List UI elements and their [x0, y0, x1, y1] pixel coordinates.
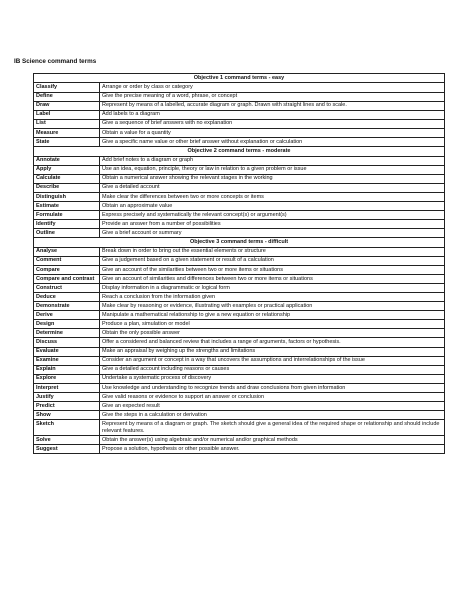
term-definition: Use knowledge and understanding to recognize trends and draw conclusions from given information	[100, 383, 445, 392]
term-definition: Give the precise meaning of a word, phrase, or concept	[100, 92, 445, 101]
table-row	[34, 265, 445, 274]
term-definition: Produce a plan, simulation or model	[100, 320, 445, 329]
term-definition: Obtain a numerical answer showing the relevant stages in the working	[100, 174, 445, 183]
command-term: Explore	[34, 374, 100, 383]
command-term: Outline	[34, 229, 100, 238]
table-row	[34, 183, 445, 192]
term-definition: Break down in order to bring out the essential elements or structure	[100, 247, 445, 256]
table-row	[34, 128, 445, 137]
table-row	[34, 420, 445, 436]
table-row	[34, 156, 445, 165]
table-row	[34, 435, 445, 444]
term-definition: Provide an answer from a number of possibilities	[100, 220, 445, 229]
command-term: Classify	[34, 83, 100, 92]
command-term: Draw	[34, 101, 100, 110]
command-term: Construct	[34, 284, 100, 293]
command-term: Define	[34, 92, 100, 101]
command-term: Justify	[34, 392, 100, 401]
table-row	[34, 201, 445, 210]
command-term: Apply	[34, 165, 100, 174]
table-row	[34, 347, 445, 356]
command-term: Interpret	[34, 383, 100, 392]
command-term: Explain	[34, 365, 100, 374]
table-row	[34, 83, 445, 92]
term-definition: Display information in a diagrammatic or logical form	[100, 284, 445, 293]
term-definition: Undertake a systematic process of discovery	[100, 374, 445, 383]
table-row	[34, 383, 445, 392]
table-row	[34, 365, 445, 374]
table-row	[34, 411, 445, 420]
section-heading-row	[34, 238, 445, 247]
section-heading-row	[34, 74, 445, 83]
table-row	[34, 329, 445, 338]
term-definition: Add labels to a diagram	[100, 110, 445, 119]
command-term: State	[34, 137, 100, 146]
command-term: Suggest	[34, 445, 100, 454]
command-term: Formulate	[34, 210, 100, 219]
term-definition: Give a specific name value or other brief answer without explanation or calculation	[100, 137, 445, 146]
command-term: Derive	[34, 311, 100, 320]
command-term: Design	[34, 320, 100, 329]
command-term: Demonstrate	[34, 302, 100, 311]
table-row	[34, 445, 445, 454]
command-term: Analyse	[34, 247, 100, 256]
term-definition: Give an expected result	[100, 402, 445, 411]
table-row	[34, 137, 445, 146]
table-row	[34, 274, 445, 283]
command-term: Sketch	[34, 420, 100, 436]
command-term: Label	[34, 110, 100, 119]
term-definition: Give an account of similarities and differences between two or more items or situations	[100, 274, 445, 283]
command-term: Identify	[34, 220, 100, 229]
term-definition: Obtain a value for a quantity	[100, 128, 445, 137]
term-definition: Give valid reasons or evidence to support an answer or conclusion	[100, 392, 445, 401]
table-row	[34, 374, 445, 383]
table-row	[34, 338, 445, 347]
command-term: Show	[34, 411, 100, 420]
term-definition: Give a detailed account including reasons or causes	[100, 365, 445, 374]
command-terms-table	[33, 73, 445, 454]
term-definition: Reach a conclusion from the information given	[100, 293, 445, 302]
term-definition: Use an idea, equation, principle, theory or law in relation to a given problem or issue	[100, 165, 445, 174]
term-definition: Express precisely and systematically the relevant concept(s) or argument(s)	[100, 210, 445, 219]
term-definition: Give a brief account or summary	[100, 229, 445, 238]
table-row	[34, 220, 445, 229]
command-term: Evaluate	[34, 347, 100, 356]
term-definition: Represent by means of a diagram or graph. The sketch should give a general idea of the required shape or relationship and should include relevant features.	[100, 420, 445, 436]
term-definition: Give the steps in a calculation or derivation	[100, 411, 445, 420]
term-definition: Make clear the differences between two or more concepts or items	[100, 192, 445, 201]
table-row	[34, 302, 445, 311]
table-row	[34, 110, 445, 119]
table-row	[34, 165, 445, 174]
table-row	[34, 92, 445, 101]
term-definition: Represent by means of a labelled, accurate diagram or graph. Drawn with straight lines and to scale.	[100, 101, 445, 110]
term-definition: Arrange or order by class or category	[100, 83, 445, 92]
term-definition: Give a judgement based on a given statement or result of a calculation	[100, 256, 445, 265]
term-definition: Make an appraisal by weighing up the strengths and limitations	[100, 347, 445, 356]
section-heading-row	[34, 147, 445, 156]
command-terms-table-body	[34, 74, 445, 454]
section-heading: Objective 2 command terms - moderate	[34, 147, 445, 156]
command-term: Measure	[34, 128, 100, 137]
command-term: Deduce	[34, 293, 100, 302]
term-definition: Propose a solution, hypothesis or other possible answer.	[100, 445, 445, 454]
section-heading: Objective 1 command terms - easy	[34, 74, 445, 83]
command-term: Calculate	[34, 174, 100, 183]
table-row	[34, 311, 445, 320]
term-definition: Obtain the answer(s) using algebraic and/or numerical and/or graphical methods	[100, 435, 445, 444]
term-definition: Give an account of the similarities between two or more items or situations	[100, 265, 445, 274]
term-definition: Manipulate a mathematical relationship to give a new equation or relationship	[100, 311, 445, 320]
command-term: Compare and contrast	[34, 274, 100, 283]
term-definition: Make clear by reasoning or evidence, illustrating with examples or practical application	[100, 302, 445, 311]
command-term: Determine	[34, 329, 100, 338]
table-row	[34, 402, 445, 411]
page-title: IB Science command terms	[14, 58, 97, 65]
command-term: Estimate	[34, 201, 100, 210]
table-row	[34, 284, 445, 293]
table-row	[34, 101, 445, 110]
term-definition: Give a sequence of brief answers with no explanation	[100, 119, 445, 128]
command-term: Predict	[34, 402, 100, 411]
table-row	[34, 256, 445, 265]
command-term: Distinguish	[34, 192, 100, 201]
table-row	[34, 174, 445, 183]
command-term: Discuss	[34, 338, 100, 347]
table-row	[34, 119, 445, 128]
term-definition: Obtain an approximate value	[100, 201, 445, 210]
command-term: Annotate	[34, 156, 100, 165]
command-term: Comment	[34, 256, 100, 265]
table-row	[34, 247, 445, 256]
section-heading: Objective 3 command terms - difficult	[34, 238, 445, 247]
command-term: List	[34, 119, 100, 128]
table-row	[34, 356, 445, 365]
term-definition: Add brief notes to a diagram or graph	[100, 156, 445, 165]
term-definition: Offer a considered and balanced review that includes a range of arguments, factors or hypothesis.	[100, 338, 445, 347]
table-row	[34, 192, 445, 201]
table-row	[34, 229, 445, 238]
command-term: Solve	[34, 435, 100, 444]
command-term: Examine	[34, 356, 100, 365]
table-row	[34, 293, 445, 302]
command-term: Describe	[34, 183, 100, 192]
command-term: Compare	[34, 265, 100, 274]
term-definition: Obtain the only possible answer	[100, 329, 445, 338]
table-row	[34, 392, 445, 401]
term-definition: Give a detailed account	[100, 183, 445, 192]
term-definition: Consider an argument or concept in a way that uncovers the assumptions and interrelationships of the issue	[100, 356, 445, 365]
table-row	[34, 210, 445, 219]
table-row	[34, 320, 445, 329]
